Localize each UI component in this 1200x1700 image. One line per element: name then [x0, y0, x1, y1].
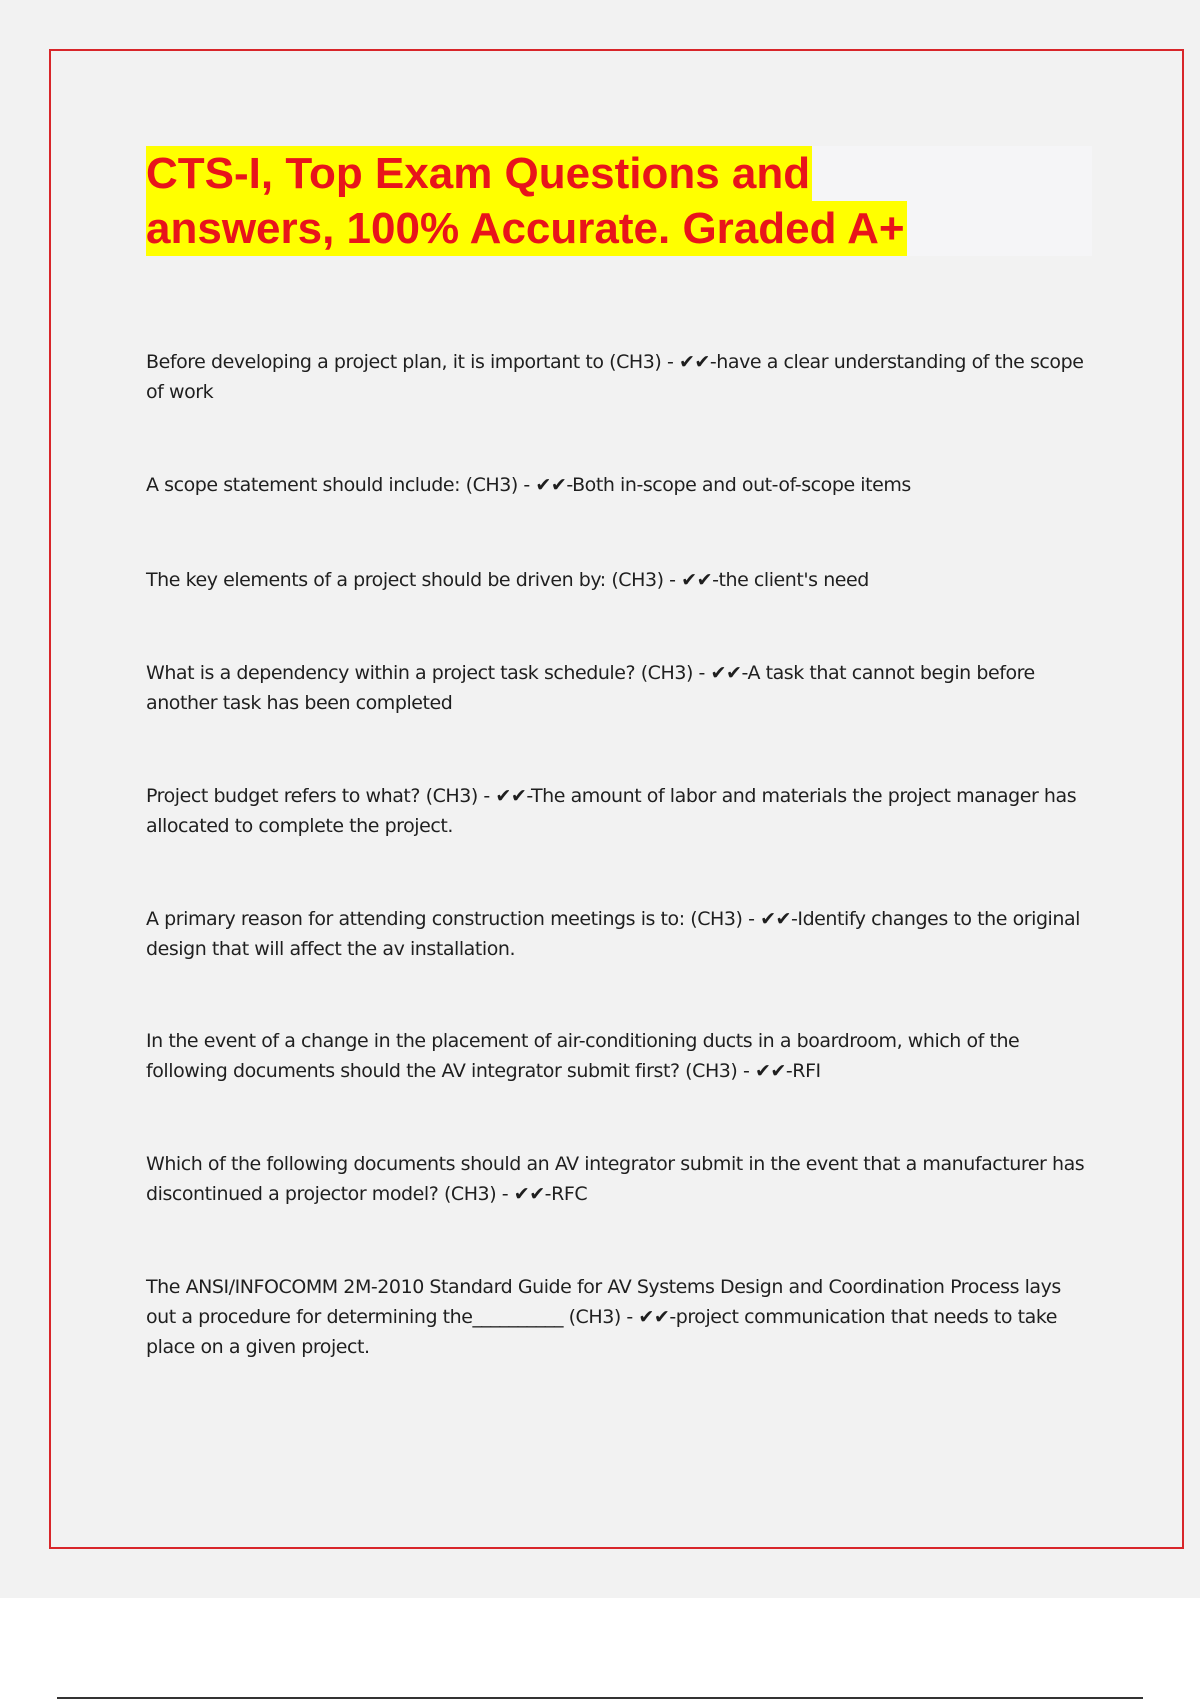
qa-text: Project budget refers to what? (CH3) - ✔✔-The amount of labor and materials the project manager has allocated to complete the project. — [146, 785, 1077, 837]
qa-text: The key elements of a project should be driven by: (CH3) - ✔✔-the client's need — [146, 569, 869, 591]
qa-item-5 — [146, 781, 1086, 841]
title-line-2: answers, 100% Accurate. Graded A+ — [146, 201, 907, 256]
qa-text: Before developing a project plan, it is important to (CH3) - ✔✔-have a clear understanding of the scope of work — [146, 351, 1084, 403]
qa-text: A scope statement should include: (CH3) - ✔✔-Both in-scope and out-of-scope items — [146, 474, 911, 496]
qa-item-7 — [146, 1026, 1086, 1086]
qa-text: The ANSI/INFOCOMM 2M-2010 Standard Guide for AV Systems Design and Coordination Process lays out a procedure for determining the__________ (CH3) - ✔✔-project communication that needs to take place on a given project. — [146, 1276, 1061, 1358]
title-line-1: CTS-I, Top Exam Questions and — [146, 146, 812, 201]
next-page-divider — [57, 1697, 1143, 1699]
qa-text: What is a dependency within a project task schedule? (CH3) - ✔✔-A task that cannot begin before another task has been completed — [146, 662, 1035, 714]
qa-item-1 — [146, 347, 1086, 407]
qa-item-9 — [146, 1272, 1086, 1362]
qa-text: Which of the following documents should an AV integrator submit in the event that a manufacturer has discontinued a projector model? (CH3) - ✔✔-RFC — [146, 1153, 1085, 1205]
qa-text: In the event of a change in the placement of air-conditioning ducts in a boardroom, which of the following documents should the AV integrator submit first? (CH3) - ✔✔-RFI — [146, 1030, 1020, 1082]
qa-item-6 — [146, 904, 1086, 964]
qa-item-3 — [146, 565, 1086, 595]
qa-item-2 — [146, 470, 1086, 500]
qa-item-8 — [146, 1149, 1086, 1209]
qa-item-4 — [146, 658, 1086, 718]
document-title — [146, 146, 1092, 256]
qa-text: A primary reason for attending construction meetings is to: (CH3) - ✔✔-Identify changes to the original design that will affect the av installation. — [146, 908, 1080, 960]
